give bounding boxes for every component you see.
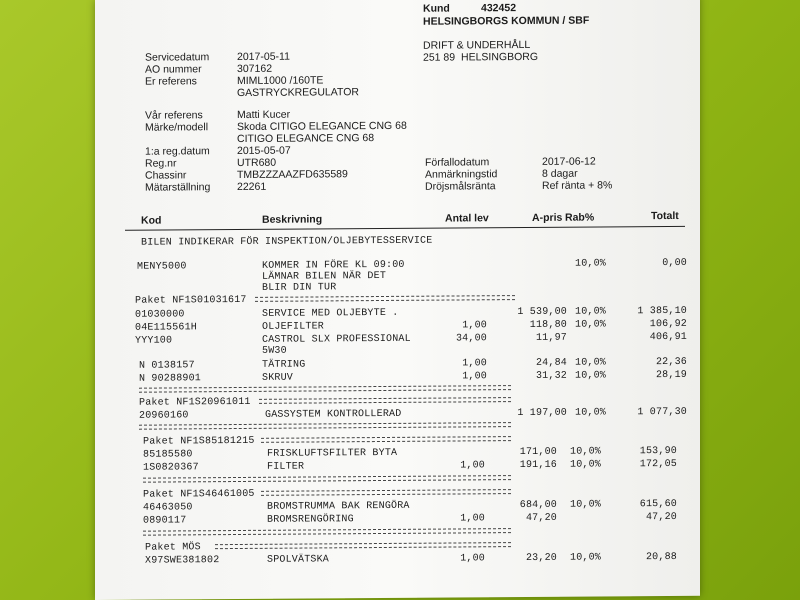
row-meny-desc-1: KOMMER IN FÖRE KL 09:00 bbox=[262, 259, 405, 272]
row-7-desc: FRISKLUFTSFILTER BYTA bbox=[267, 447, 398, 460]
marke-label: Märke/modell bbox=[145, 121, 209, 134]
row-1-desc: SERVICE MED OLJEBYTE . bbox=[262, 307, 399, 320]
customer-postal: 251 89 bbox=[423, 51, 456, 64]
row-4-kod: N 0138157 bbox=[139, 360, 195, 372]
reg-datum-value: 2015-05-07 bbox=[237, 144, 291, 158]
row-11-apris: 23,20 bbox=[525, 552, 557, 564]
col-header-totalt: Totalt bbox=[651, 209, 679, 223]
row-meny-desc-2: LÄMNAR BILEN NÄR DET bbox=[262, 270, 387, 283]
paket-3-rule bbox=[261, 436, 511, 443]
row-5-kod: N 90288901 bbox=[139, 373, 202, 385]
customer-city: HELSINGBORG bbox=[461, 50, 539, 64]
row-11-antal: 1,00 bbox=[460, 553, 485, 565]
row-3-desc-2: 5W30 bbox=[262, 345, 287, 357]
row-5-apris: 31,32 bbox=[535, 370, 567, 382]
row-3-desc: CASTROL SLX PROFESSIONAL bbox=[262, 333, 411, 346]
ao-label: AO nummer bbox=[145, 63, 202, 76]
row-2-antal: 1,00 bbox=[462, 320, 487, 332]
paket-1-label: Paket NF1S01031617 bbox=[135, 294, 247, 307]
row-8-antal: 1,00 bbox=[460, 460, 485, 472]
paket-4-label: Paket NF1S46461005 bbox=[143, 488, 255, 501]
col-header-kod: Kod bbox=[141, 214, 162, 227]
row-8-apris: 191,16 bbox=[519, 459, 557, 472]
reg-datum-label: 1:a reg.datum bbox=[145, 145, 210, 158]
row-4-tot: 22,36 bbox=[655, 356, 687, 369]
paket-4-rule bbox=[261, 489, 511, 496]
paket-3-label: Paket NF1S85181215 bbox=[143, 435, 255, 448]
paket-5-label: Paket MÖS bbox=[145, 542, 201, 554]
row-6-tot: 1 077,30 bbox=[637, 406, 687, 419]
anmarkning-label: Anmärkningstid bbox=[425, 168, 498, 181]
row-1-tot: 1 385,10 bbox=[637, 305, 687, 318]
ao-value: 307162 bbox=[237, 62, 273, 76]
er-referens-label: Er referens bbox=[145, 75, 197, 88]
row-2-apris: 118,80 bbox=[529, 319, 567, 331]
row-1-rab: 10,0% bbox=[575, 306, 607, 318]
row-10-desc: BROMSRENGÖRING bbox=[267, 514, 354, 526]
customer-dept: DRIFT & UNDERHÅLL bbox=[423, 38, 531, 52]
anmarkning-value: 8 dagar bbox=[542, 167, 578, 180]
row-5-rab: 10,0% bbox=[575, 370, 607, 382]
row-2-rab: 10,0% bbox=[575, 319, 607, 331]
row-6-desc: GASSYSTEM KONTROLLERAD bbox=[265, 408, 402, 421]
row-3-apris: 11,97 bbox=[535, 332, 567, 344]
row-6-kod: 20960160 bbox=[139, 410, 189, 422]
row-4-rab: 10,0% bbox=[575, 357, 607, 369]
row-9-tot: 615,60 bbox=[639, 498, 677, 511]
kund-number: 432452 bbox=[481, 2, 517, 15]
matar-label: Mätarställning bbox=[145, 181, 211, 194]
section-divider bbox=[139, 422, 511, 430]
paket-2-rule bbox=[259, 397, 511, 404]
row-2-kod: 04E115561H bbox=[135, 322, 198, 334]
notice-line: BILEN INDIKERAR FÖR INSPEKTION/OLJEBYTESSERVICE bbox=[141, 235, 433, 249]
col-header-antal: Antal lev bbox=[445, 212, 489, 225]
servicedatum-value: 2017-05-11 bbox=[237, 50, 290, 64]
row-2-desc: OLJEFILTER bbox=[262, 321, 325, 333]
row-5-desc: SKRUV bbox=[262, 372, 294, 384]
row-8-desc: FILTER bbox=[267, 461, 305, 473]
chassi-label: Chassinr bbox=[145, 169, 187, 182]
matar-value: 22261 bbox=[237, 180, 267, 194]
er-referens-value-2: GASTRYCKREGULATOR bbox=[237, 86, 359, 100]
row-meny-tot: 0,00 bbox=[662, 257, 687, 270]
invoice-document bbox=[95, 0, 700, 600]
section-divider bbox=[143, 475, 511, 483]
var-referens-value: Matti Kucer bbox=[237, 108, 291, 122]
marke-value-1: Skoda CITIGO ELEGANCE CNG 68 bbox=[237, 119, 407, 134]
marke-value-2: CITIGO ELEGANCE CNG 68 bbox=[237, 132, 375, 146]
row-8-rab: 10,0% bbox=[570, 459, 602, 471]
regnr-value: UTR680 bbox=[237, 156, 277, 170]
row-9-desc: BROMSTRUMMA BAK RENGÖRA bbox=[267, 500, 410, 513]
col-header-rab: Rab% bbox=[565, 211, 595, 224]
row-2-tot: 106,92 bbox=[649, 318, 687, 331]
row-11-kod: X97SWE381802 bbox=[145, 555, 220, 567]
row-9-rab: 10,0% bbox=[570, 499, 602, 511]
row-8-kod: 1S0820367 bbox=[143, 462, 199, 474]
paket-2-label: Paket NF1S20961011 bbox=[139, 396, 251, 409]
row-9-apris: 684,00 bbox=[519, 499, 557, 512]
customer-name: HELSINGBORGS KOMMUN / SBF bbox=[423, 14, 590, 28]
paket-5-rule bbox=[215, 542, 511, 549]
row-7-rab: 10,0% bbox=[570, 446, 602, 458]
forfall-label: Förfallodatum bbox=[425, 156, 490, 169]
row-meny-desc-3: BLIR DIN TUR bbox=[262, 282, 337, 294]
row-11-rab: 10,0% bbox=[570, 552, 602, 564]
row-5-antal: 1,00 bbox=[462, 371, 487, 383]
paket-1-rule bbox=[255, 295, 515, 302]
row-10-antal: 1,00 bbox=[460, 513, 485, 525]
row-4-desc: TÄTRING bbox=[262, 359, 306, 371]
servicedatum-label: Servicedatum bbox=[145, 51, 210, 64]
row-11-tot: 20,88 bbox=[645, 551, 677, 564]
row-3-tot: 406,91 bbox=[649, 331, 687, 344]
row-6-rab: 10,0% bbox=[575, 407, 607, 419]
var-referens-label: Vår referens bbox=[145, 109, 203, 122]
col-header-beskrivning: Beskrivning bbox=[262, 213, 323, 226]
er-referens-value-1: MIML1000 /160TE bbox=[237, 74, 324, 88]
row-meny-kod: MENY5000 bbox=[137, 261, 187, 273]
kund-label: Kund bbox=[423, 2, 450, 15]
drojsmal-label: Dröjsmålsränta bbox=[425, 180, 496, 193]
row-3-kod: YYY100 bbox=[135, 335, 173, 347]
header-rule bbox=[125, 226, 685, 231]
row-10-apris: 47,20 bbox=[525, 512, 557, 524]
row-10-kod: 0890117 bbox=[143, 515, 187, 527]
row-9-kod: 46463050 bbox=[143, 502, 193, 514]
drojsmal-value: Ref ränta + 8% bbox=[542, 179, 613, 192]
section-divider bbox=[143, 528, 511, 536]
row-7-tot: 153,90 bbox=[639, 445, 677, 458]
row-1-kod: 01030000 bbox=[135, 309, 185, 321]
forfall-value: 2017-06-12 bbox=[542, 155, 596, 168]
row-8-tot: 172,05 bbox=[639, 458, 677, 471]
row-4-apris: 24,84 bbox=[535, 357, 567, 369]
row-3-antal: 34,00 bbox=[455, 333, 487, 345]
row-7-apris: 171,00 bbox=[519, 446, 557, 459]
row-5-tot: 28,19 bbox=[655, 369, 687, 382]
row-meny-rab: 10,0% bbox=[575, 258, 607, 270]
row-6-apris: 1 197,00 bbox=[517, 407, 567, 420]
regnr-label: Reg.nr bbox=[145, 157, 177, 170]
col-header-apris: A-pris bbox=[532, 211, 563, 224]
row-10-tot: 47,20 bbox=[645, 511, 677, 524]
row-7-kod: 85185580 bbox=[143, 449, 193, 461]
row-4-antal: 1,00 bbox=[462, 358, 487, 370]
section-divider bbox=[139, 385, 511, 393]
row-11-desc: SPOLVÄTSKA bbox=[267, 554, 330, 566]
chassi-value: TMBZZZAAZFD635589 bbox=[237, 168, 348, 182]
row-1-apris: 1 539,00 bbox=[517, 306, 567, 319]
